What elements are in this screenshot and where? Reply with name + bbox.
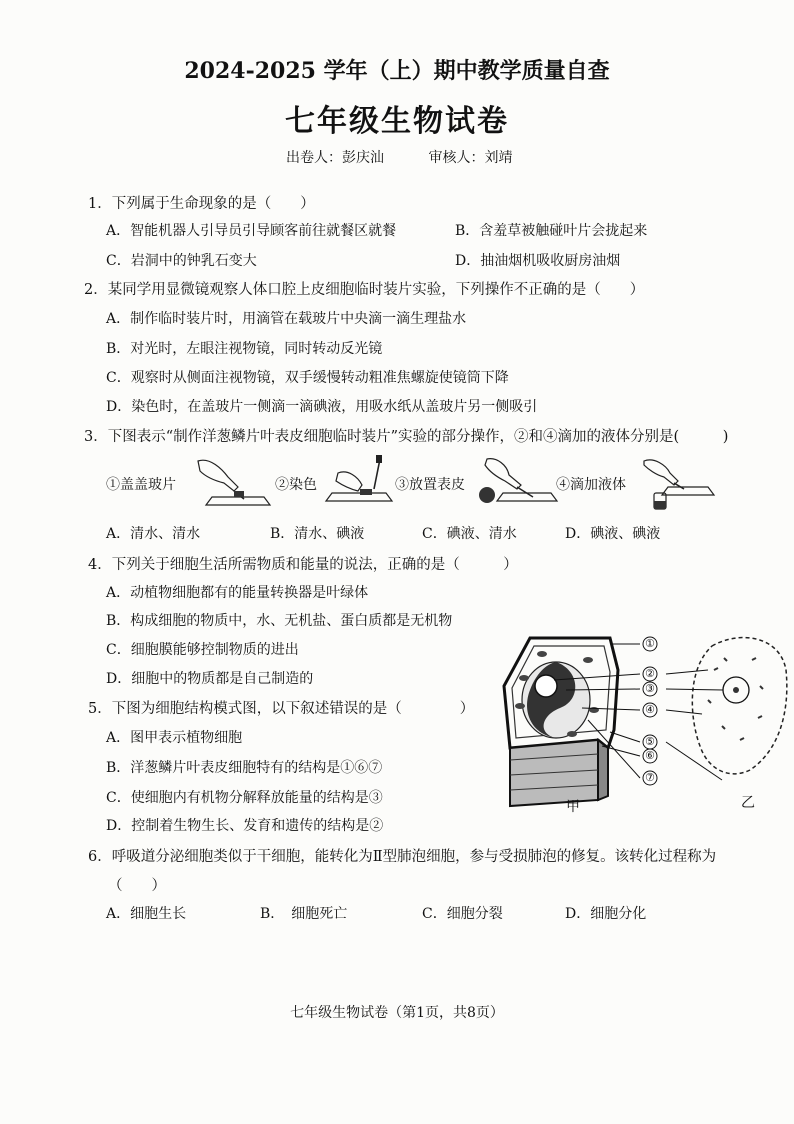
question-4-option-b: B．构成细胞的物质中，水、无机盐、蛋白质都是无机物 (106, 613, 453, 629)
step-4-label: ④滴加液体 (556, 477, 626, 493)
step-1-label: ①盖盖玻片 (106, 477, 176, 493)
question-5-stem: 5．下图为细胞结构模式图，以下叙述错误的是（ ） (88, 701, 475, 717)
question-2-option-d: D．染色时，在盖玻片一侧滴一滴碘液，用吸水纸从盖玻片另一侧吸引 (106, 399, 538, 415)
question-1-option-d: D．抽油烟机吸收厨房油烟 (455, 253, 621, 269)
question-1-stem: 1．下列属于生命现象的是（ ） (88, 196, 315, 212)
question-1-option-c: C．岩洞中的钟乳石变大 (106, 253, 257, 269)
question-2-stem: 2．某同学用显微镜观察人体口腔上皮细胞临时装片实验，下列操作不正确的是（ ） (84, 282, 645, 298)
question-3-option-a: A．清水、清水 (106, 526, 201, 542)
question-6-option-d: D．细胞分化 (565, 906, 647, 922)
question-4-option-c: C．细胞膜能够控制物质的进出 (106, 642, 299, 658)
step-1-illustration (188, 455, 273, 510)
reviewer: 审核人：刘靖 (428, 150, 513, 166)
authors (286, 147, 552, 167)
page-footer: 七年级生物试卷（第1页，共8页） (290, 1005, 504, 1021)
figure-label-4: ④ (645, 703, 655, 716)
cell-structure-figure (490, 630, 790, 815)
question-5-option-d: D．控制着生物生长、发育和遗传的结构是② (106, 818, 384, 834)
setter: 出卷人：彭庆汕 (286, 150, 384, 166)
step-3-label: ③放置表皮 (395, 477, 465, 493)
question-2-option-c: C．观察时从侧面注视物镜，双手缓慢转动粗准焦螺旋使镜筒下降 (106, 370, 509, 386)
question-1-option-a: A．智能机器人引导员引导顾客前往就餐区就餐 (106, 223, 397, 239)
step-2-illustration (318, 455, 398, 510)
question-2-option-a: A．制作临时装片时，用滴管在载玻片中央滴一滴生理盐水 (106, 311, 467, 327)
figure-label-jia: 甲 (566, 799, 580, 815)
question-3-option-d: D．碘液、碘液 (565, 526, 661, 542)
question-3-option-b: B．清水、碘液 (270, 526, 365, 542)
figure-label-1: ① (645, 637, 655, 650)
step-2-label: ②染色 (275, 477, 317, 493)
question-4-option-a: A．动植物细胞都有的能量转换器是叶绿体 (106, 585, 369, 601)
figure-label-6: ⑥ (645, 749, 655, 762)
exam-title: 2024-2025 学年（上）期中教学质量自查 (184, 58, 610, 84)
question-1-option-b: B．含羞草被触碰叶片会拢起来 (455, 223, 648, 239)
question-5-option-a: A．图甲表示植物细胞 (106, 730, 243, 746)
question-3-stem: 3．下图表示“制作洋葱鳞片叶表皮细胞临时装片”实验的部分操作，②和④滴加的液体分别是( ) (84, 429, 729, 445)
figure-label-yi: 乙 (741, 795, 755, 811)
question-6-stem: 6．呼吸道分泌细胞类似于干细胞，能转化为Ⅱ型肺泡细胞，参与受损肺泡的修复。该转化过程称为 (88, 849, 717, 865)
figure-label-3: ③ (645, 682, 655, 695)
figure-label-2: ② (645, 667, 655, 680)
figure-label-5: ⑤ (645, 735, 655, 748)
step-3-illustration (473, 455, 558, 510)
exam-subtitle: 七年级生物试卷 (285, 104, 509, 139)
step-4-illustration (638, 455, 718, 515)
question-6-option-c: C．细胞分裂 (422, 906, 503, 922)
question-3-option-c: C．碘液、清水 (422, 526, 517, 542)
question-5-option-b: B．洋葱鳞片叶表皮细胞特有的结构是①⑥⑦ (106, 760, 383, 776)
question-4-stem: 4．下列关于细胞生活所需物质和能量的说法，正确的是（ ） (88, 557, 518, 573)
question-5-option-c: C．使细胞内有机物分解释放能量的结构是③ (106, 790, 383, 806)
question-6-option-a: A．细胞生长 (106, 906, 187, 922)
figure-label-7: ⑦ (645, 771, 655, 784)
question-4-option-d: D．细胞中的物质都是自己制造的 (106, 671, 314, 687)
question-6-option-b: B． 细胞死亡 (260, 906, 348, 922)
question-6-stem-cont: （ ） (108, 878, 166, 894)
question-2-option-b: B．对光时，左眼注视物镜，同时转动反光镜 (106, 341, 383, 357)
